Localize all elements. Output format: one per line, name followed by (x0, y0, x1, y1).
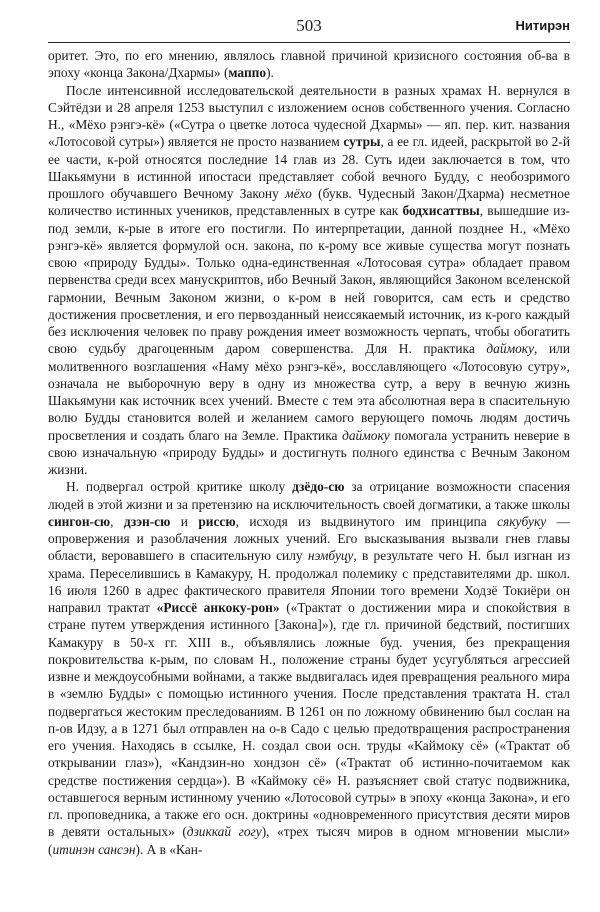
bold-term: «Риссё анкоку-рон» (156, 600, 280, 615)
italic-term: мёхо (285, 186, 312, 201)
text-run: Н. подвергал острой критике школу (66, 479, 293, 495)
bold-term: риссю (198, 513, 236, 529)
text-run: (букв. Чудесный Закон/Дхарма) несметное количество истинных учеников, представленных в сутре как (48, 186, 570, 219)
italic-term: итинэн сансэн (52, 841, 136, 857)
italic-term: дзиккай гогу (186, 824, 262, 840)
text-run: После интенсивной исследовательской деятельности в разных храмах Н. вернулся в Сэйтёдзи и 28 апреля 1253 выступил с изложением основ собственного учения. Согласно Н., «Мёхо рэнгэ-кё» («Сутра о цветке лотоса чудесной Дхармы» — яп. пер. кит. названия «Лотосовой сутры») является не просто названием (48, 82, 570, 150)
text-run: , вышедшие из-под земли, к-рые в итоге его постигли. По интерпретации, данной позднее Н., «Мёхо рэнгэ-кё» является формулой осн. закона, по к-рому все живые существа могут познать свою «природу Будды». Только одна-единственная «Лотосовая сутра» обладает правом первенства среди всех манускриптов, ибо Вечный Закон, являющийся Законом вселенской гармонии, Вечным Законом жизни, о к-ром в ней говорится, сам есть и средство достижения просветления, и его первозданный неиссякаемый источник, из к-рого каждый без исключения человек по праву рождения имеет возможность черпать, чтобы обогатить свою судьбу драгоценным даром совершенства. Для Н. практика (48, 203, 570, 357)
text-run: и (170, 513, 199, 529)
text-run: ). (266, 65, 274, 81)
bold-term: сингон-сю (48, 513, 111, 529)
italic-term: даймоку (486, 341, 535, 357)
text-run: ). А в «Кан- (135, 841, 203, 857)
paragraph (48, 82, 570, 479)
bold-term: маппо (228, 65, 267, 81)
paragraph (48, 47, 570, 82)
text-run: помогала устранить неверие в свою изначальную «природу Будды» и достигнуть полного единства с Вечным Законом жизни. (48, 427, 570, 477)
paragraph (48, 478, 570, 858)
bold-term: дзёдо-сю (292, 479, 345, 495)
bold-term: дзэн-сю (123, 513, 171, 529)
running-head: Нитирэн (515, 18, 570, 33)
text-run: , в результате чего Н. был изгнан из храма. Переселившись в Камакуру, Н. продолжал полемику с представителями др. школ. 16 июля 1260 в адрес фактического правителя Японии того времени Ходзё Токиёри он направил трактат (48, 548, 570, 615)
bold-term: сутры (343, 134, 381, 150)
text-run: за отрицание возможности спасения людей в этой жизни и за претензию на исключительность своей догматики, а также школы (48, 479, 570, 512)
italic-term: сякубуку (497, 513, 547, 529)
italic-term: нэмбуцу (307, 548, 354, 564)
text-run: оритет. Это, по его мнению, являлось главной причиной кризисного состояния об-ва в эпоху «конца Закона/Дхармы» ( (48, 48, 570, 81)
page-header (48, 14, 570, 40)
page-number: 503 (296, 16, 322, 35)
text-run: , а ее гл. идеей, раскрытой во 2-й ее части, к-рой относятся последние 14 глав из 28. Суть идеи заключается в том, что Шакьямуни в истинной ипостаси представляет собой вечного Будду, с необозримого прошлого обучавшего Вечному Закону (48, 134, 570, 201)
text-run: («Трактат о достижении мира и спокойствия в стране путем утверждения истинного [Закона]»), где гл. причиной бедствий, постигших Камакуру в 50-х гг. XIII в., объявлялись ложные буд. учения, без прекращения покровительства к-рым, по словам Н., положение страны будет усугубляться агрессией извне и междоусобными войнами, а также выдвигалась идея превращения реального мира в «землю Будды» с помощью истинного учения. После представления трактата Н. стал подвергаться жестоким преследованиям. В 1261 он по ложному обвинению был сослан на п-ов Идзу, а в 1271 был отправлен на о-в Садо с целью предотвращения распространения его учения. Находясь в ссылке, Н. создал свои осн. труды «Каймоку сё» («Трактат об открывании глаз»), «Кандзин-но хондзон сё» («Трактат об истинно-почитаемом как средстве постижения сердца»). В «Каймоку сё» Н. разъясняет свой статус подвижника, оставшегося верным истинному учению «Лотосовой сутры» в эпоху «конца Закона», и его гл. проповедника, а также его осн. доктрины «одновременного присутствия десяти миров в девяти остальных» ( (48, 600, 570, 840)
article-body (48, 47, 570, 858)
text-run: , исходя из выдвинутого им принципа (235, 513, 498, 529)
header-rule (48, 42, 570, 43)
text-run: , или молитвенного возглашения «Наму мёхо рэнгэ-кё», восславляющего «Лотосовую сутру», означала не выборочную веру в одну из множества сутр, а веру в вечную жизнь Шакьямуни как источник всех учений. Вместе с тем эта абсолютная вера в спасительную волю Будды становится волей и желанием самого верующего помочь людям достичь просветления и создать благо на Земле. Практика (48, 341, 570, 443)
bold-term: бодхисаттвы (402, 203, 480, 219)
text-run: , (110, 513, 124, 529)
italic-term: даймоку (342, 427, 390, 443)
text-run: ), «трех тысяч миров в одном мгновении мысли» ( (48, 824, 570, 857)
text-run: — опровержения и разоблачения ложных учений. Его высказывания вызвали гнев главы области, веровавшего в спасительную силу (48, 513, 570, 564)
